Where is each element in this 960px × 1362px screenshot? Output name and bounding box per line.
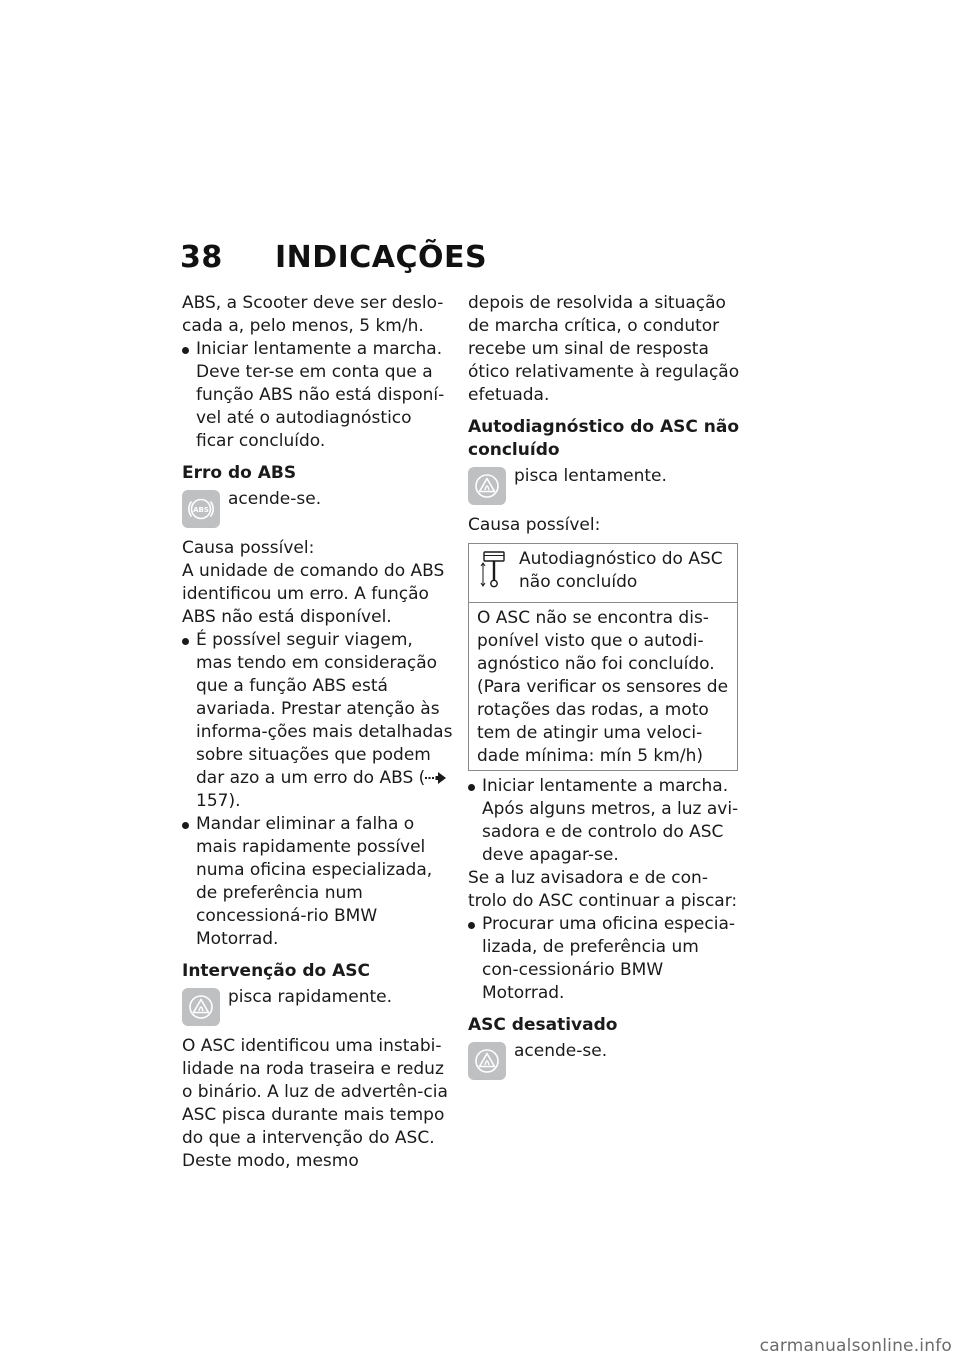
page-reference-arrow-icon bbox=[425, 771, 447, 785]
abs-indicator-line bbox=[182, 488, 454, 528]
list-item: Iniciar lentamente a marcha. Deve ter-se em conta que a função ABS não está disponí-vel até o autodiagnóstico ficar concluído. bbox=[182, 338, 454, 453]
abs-status-text: acende-se. bbox=[228, 489, 322, 509]
asc-warning-icon bbox=[468, 1042, 506, 1080]
asc-indicator-line bbox=[182, 986, 454, 1026]
asc-warning-icon bbox=[468, 467, 506, 505]
left-column bbox=[182, 292, 454, 1173]
asc-warning-icon bbox=[182, 988, 220, 1026]
cause-label: Causa possível: bbox=[468, 515, 601, 535]
list-item: Mandar eliminar a falha o mais rapidamente possível numa oficina especializada, de preferência num concessioná-rio BMW Motorrad. bbox=[182, 813, 454, 951]
section-heading-asc-deactivated: ASC desativado bbox=[468, 1015, 618, 1035]
after-text: Se a luz avisadora e de con-trolo do ASC continuar a piscar: bbox=[468, 868, 738, 911]
svg-text:ABS: ABS bbox=[193, 506, 209, 514]
asc-status-text: pisca lentamente. bbox=[514, 466, 667, 486]
right-column bbox=[468, 292, 740, 1080]
cause-label: Causa possível: bbox=[182, 538, 315, 558]
note-text: O ASC não se encontra dis-ponível visto que o autodi-agnóstico não foi concluído. (Para verificar os sensores de rotações das rodas, a moto tem de atingir uma veloci-dade mínima: mín 5 km/h) bbox=[477, 608, 729, 766]
page-reference[interactable]: 157). bbox=[196, 791, 241, 811]
section-heading-abs-error: Erro do ABS bbox=[182, 463, 297, 483]
intro-paragraph: ABS, a Scooter deve ser deslo-cada a, pelo menos, 5 km/h. bbox=[182, 293, 444, 336]
asc-status-text: pisca rapidamente. bbox=[228, 987, 392, 1007]
page-header bbox=[180, 240, 487, 275]
asc-indicator-line bbox=[468, 1040, 740, 1080]
page-title: INDICAÇÕES bbox=[274, 240, 488, 275]
list-item: Iniciar lentamente a marcha. Após alguns metros, a luz avi-sadora e de controlo do ASC deve apagar-se. bbox=[468, 775, 740, 867]
wrench-note-icon bbox=[479, 550, 511, 590]
list-item bbox=[182, 629, 454, 813]
section-heading-asc-intervention: Intervenção do ASC bbox=[182, 961, 370, 981]
section-heading-asc-self-diagnosis: Autodiagnóstico do ASC não concluído bbox=[468, 417, 740, 460]
asc-intervention-text: O ASC identificou uma instabi-lidade na roda traseira e reduz o binário. A luz de advertên-cia ASC pisca durante mais tempo do que a intervenção do ASC. Deste modo, mesmo bbox=[182, 1036, 448, 1171]
note-header bbox=[469, 544, 737, 603]
note-box bbox=[468, 543, 738, 771]
list-item-text: É possível seguir viagem, mas tendo em consideração que a função ABS está avariada. Prestar atenção às informa-ções mais detalhadas sobre situações que podem dar azo a um erro do ABS ( bbox=[196, 630, 453, 788]
note-title: Autodiagnóstico do ASC não concluído bbox=[519, 549, 723, 592]
continuation-paragraph: depois de resolvida a situação de marcha crítica, o condutor recebe um sinal de resposta ótico relativamente à regulação efetuada. bbox=[468, 293, 740, 405]
abs-warning-icon bbox=[182, 490, 220, 528]
page-number: 38 bbox=[180, 240, 223, 275]
list-item: Procurar uma oficina especia-lizada, de preferência um con-cessionário BMW Motorrad. bbox=[468, 913, 740, 1005]
asc-indicator-line bbox=[468, 465, 740, 505]
watermark: carmanualsonline.info bbox=[759, 1336, 952, 1356]
asc-status-text: acende-se. bbox=[514, 1041, 608, 1061]
cause-text: A unidade de comando do ABS identificou um erro. A função ABS não está disponível. bbox=[182, 561, 445, 627]
